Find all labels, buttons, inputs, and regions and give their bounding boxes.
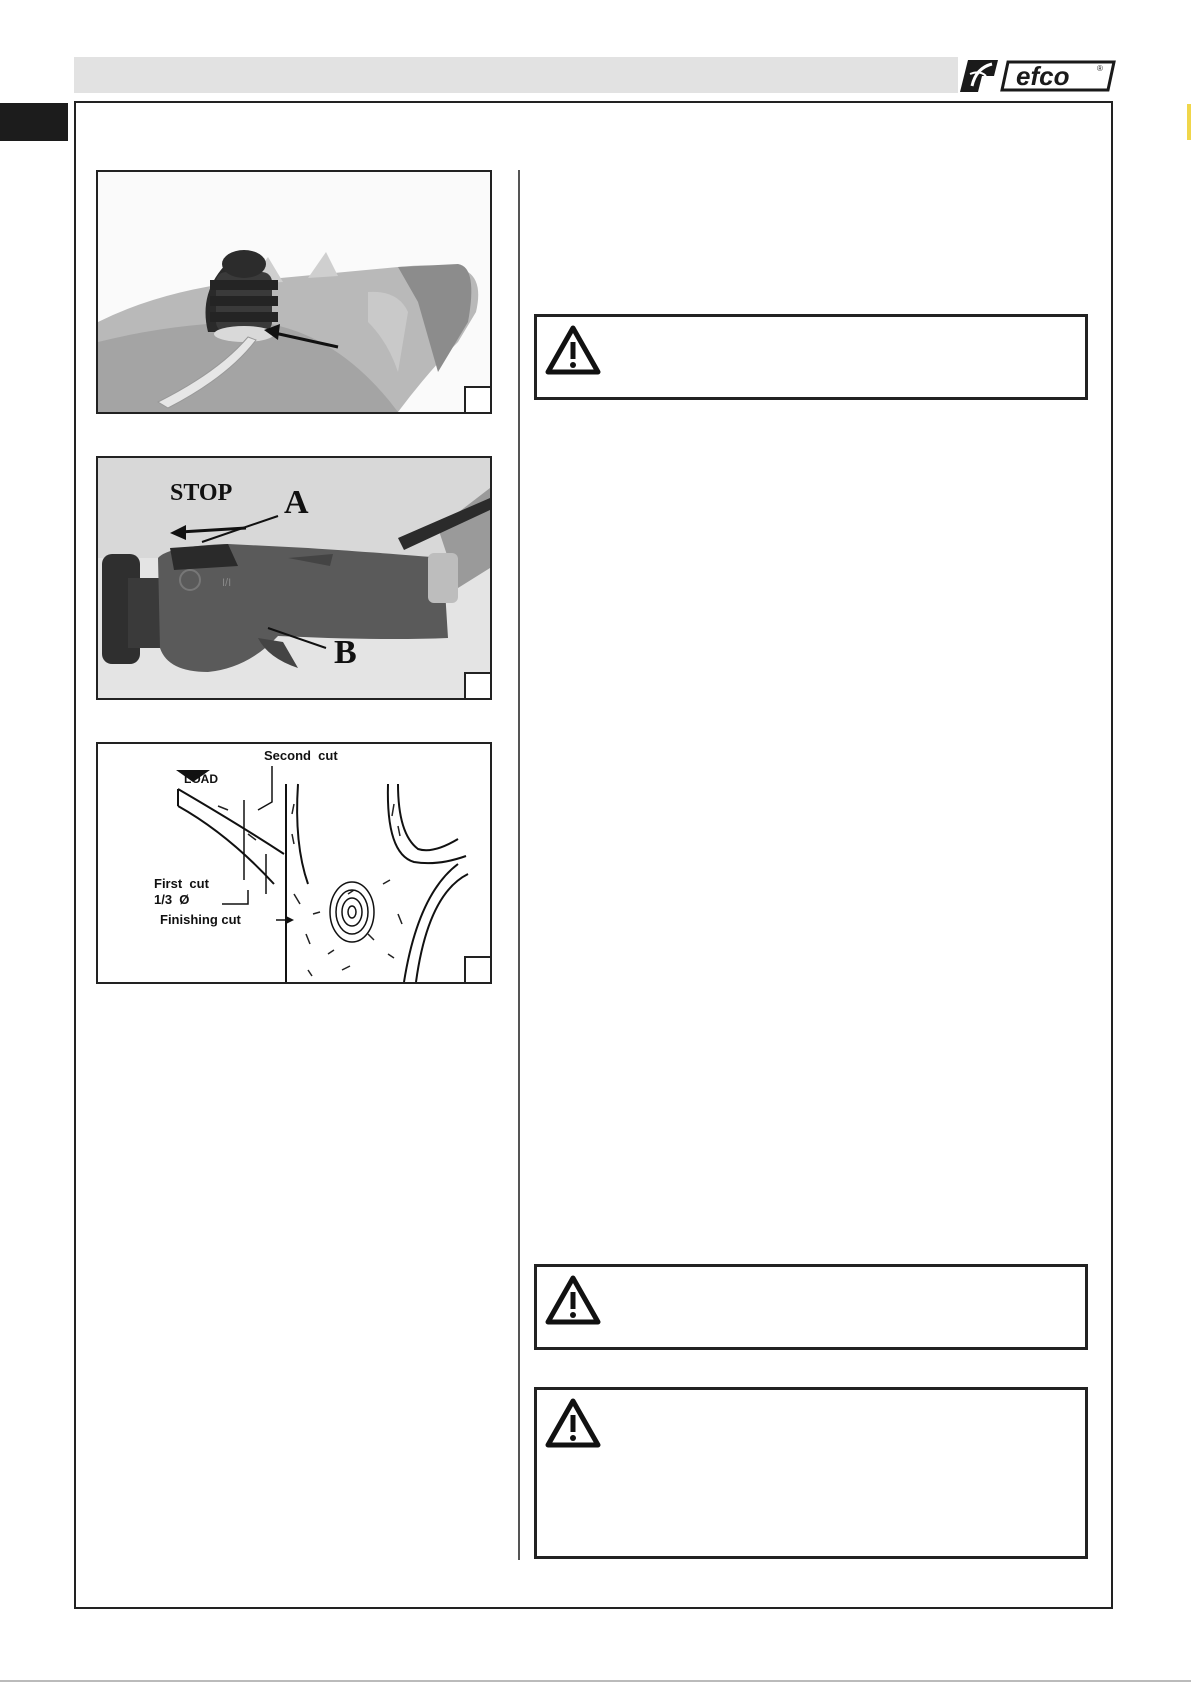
stop-switch <box>170 544 238 570</box>
warning-box-1 <box>534 314 1088 400</box>
tank-cap-illustration <box>98 172 490 412</box>
pruning-illustration <box>98 744 490 982</box>
column-divider <box>518 170 520 1560</box>
leaf-logo-icon <box>960 60 998 92</box>
finishing-cut-label: Finishing cut <box>160 912 241 927</box>
warning-box-3 <box>534 1387 1088 1559</box>
figure-handle-controls <box>96 456 492 700</box>
figure-number-box <box>464 672 490 698</box>
bottom-edge <box>0 1680 1191 1682</box>
warning-box-2 <box>534 1264 1088 1350</box>
stop-label: STOP <box>170 480 233 506</box>
brand-wordmark: efco <box>1016 61 1070 91</box>
first-cut-ratio-label: 1/3 Ø <box>154 892 190 907</box>
second-cut-label: Second cut <box>264 748 338 763</box>
brand-logo <box>958 56 1116 94</box>
figure-tank-cap <box>96 170 492 414</box>
right-edge-marker <box>1187 104 1191 140</box>
figure-number-box <box>464 386 490 412</box>
callout-b-label: B <box>334 634 357 671</box>
warning-triangle-icon <box>545 1398 601 1448</box>
figure-number-box <box>464 956 490 982</box>
warning-triangle-icon <box>545 325 601 375</box>
load-label: LOAD <box>184 772 218 786</box>
registered-mark: ® <box>1097 64 1103 73</box>
first-cut-label: First cut <box>154 876 209 891</box>
warning-triangle-icon <box>545 1275 601 1325</box>
callout-a-label: A <box>284 484 309 521</box>
figure-pruning-diagram <box>96 742 492 984</box>
header-bar <box>74 57 958 93</box>
svg-text:I/I: I/I <box>222 577 232 589</box>
language-tab <box>0 103 68 141</box>
